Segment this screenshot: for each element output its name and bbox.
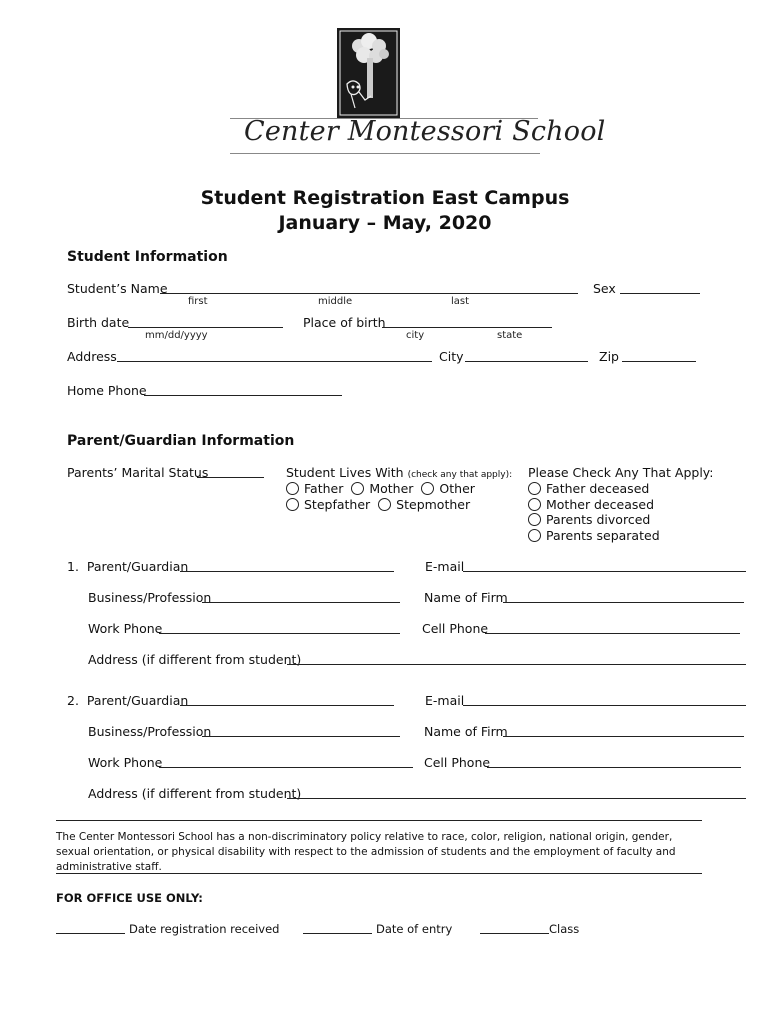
parent1-work-phone-label: Work Phone [88, 621, 163, 636]
home-phone-label: Home Phone [67, 383, 147, 398]
school-logo-name: Center Montessori School [244, 116, 606, 147]
check-any-label: Please Check Any That Apply: [528, 465, 714, 480]
pob-sub-city: city [406, 330, 425, 341]
parents-separated-radio[interactable] [528, 529, 541, 542]
parent1-work-phone-field[interactable] [159, 633, 400, 634]
lives-with-other[interactable] [421, 481, 475, 496]
stepfather-radio[interactable] [286, 498, 299, 511]
mother-radio[interactable] [351, 482, 364, 495]
check-parents-divorced[interactable] [528, 512, 650, 527]
parent1-firm-label: Name of Firm [424, 590, 508, 605]
parent1-cell-phone-label: Cell Phone [422, 621, 489, 636]
address-label: Address [67, 349, 117, 364]
school-logo-emblem [337, 28, 400, 118]
pob-sub-state: state [497, 330, 523, 341]
other-radio[interactable] [421, 482, 434, 495]
mother-option-label: Mother [369, 481, 414, 496]
parent2-firm-field[interactable] [503, 736, 744, 737]
parent1-guardian-field[interactable] [180, 571, 394, 572]
parent2-work-phone-label: Work Phone [88, 755, 163, 770]
parent2-business-label: Business/Profession [88, 724, 212, 739]
parent1-address-label: Address (if different from student) [88, 652, 302, 667]
marital-status-field[interactable] [197, 477, 264, 478]
city-field[interactable] [465, 361, 588, 362]
marital-status-label: Parents’ Marital Status [67, 465, 209, 480]
place-of-birth-field[interactable] [382, 327, 552, 328]
father-deceased-label: Father deceased [546, 481, 650, 496]
divider-bottom [56, 873, 702, 874]
parent2-address-label: Address (if different from student) [88, 786, 302, 801]
parent1-email-field[interactable] [463, 571, 746, 572]
father-option-label: Father [304, 481, 344, 496]
check-mother-deceased[interactable] [528, 497, 654, 512]
stepmother-option-label: Stepmother [396, 497, 471, 512]
date-entry-label: Date of entry [376, 922, 453, 936]
home-phone-field[interactable] [144, 395, 342, 396]
divider-top [56, 820, 702, 821]
guardian-info-heading: Parent/Guardian Information [67, 433, 295, 449]
stepmother-radio[interactable] [378, 498, 391, 511]
mother-deceased-label: Mother deceased [546, 497, 655, 512]
lives-with-stepmother[interactable] [378, 497, 470, 512]
parent2-cell-phone-label: Cell Phone [424, 755, 491, 770]
parent1-cell-phone-field[interactable] [485, 633, 740, 634]
student-name-field[interactable] [160, 293, 578, 294]
parent1-guardian-text: Parent/Guardian [86, 559, 189, 574]
parent1-firm-field[interactable] [503, 602, 744, 603]
parent2-guardian-field[interactable] [180, 705, 394, 706]
parents-separated-label: Parents separated [546, 528, 660, 543]
parent2-number: 2. [67, 693, 79, 708]
check-father-deceased[interactable] [528, 481, 649, 496]
birth-date-format: mm/dd/yyyy [145, 330, 208, 341]
parent2-email-label: E-mail [425, 693, 465, 708]
parent2-guardian-label [67, 693, 188, 708]
page-subtitle-dates: January – May, 2020 [278, 212, 492, 234]
stepfather-option-label: Stepfather [304, 497, 371, 512]
address-field[interactable] [117, 361, 432, 362]
date-entry-field[interactable] [303, 933, 372, 934]
place-of-birth-label: Place of birth [303, 315, 386, 330]
parent1-business-field[interactable] [202, 602, 400, 603]
student-name-label: Student’s Name [67, 281, 168, 296]
class-label: Class [549, 922, 580, 936]
parents-divorced-radio[interactable] [528, 513, 541, 526]
lives-with-note: (check any that apply): [407, 470, 513, 480]
mother-deceased-radio[interactable] [528, 498, 541, 511]
city-label: City [439, 349, 464, 364]
zip-field[interactable] [622, 361, 696, 362]
parent2-firm-label: Name of Firm [424, 724, 508, 739]
parent1-business-label: Business/Profession [88, 590, 212, 605]
name-sub-last: last [451, 296, 470, 307]
father-deceased-radio[interactable] [528, 482, 541, 495]
non-discrimination-notice: The Center Montessori School has a non-discriminatory policy relative to race, color, religion, national origin, gender, sexual orientation, or physical disability with respect to the admission of students and the employment of faculty and administrative staff. [56, 831, 676, 873]
parent1-number: 1. [67, 559, 79, 574]
lives-with-row-1 [286, 481, 475, 496]
parents-divorced-label: Parents divorced [546, 512, 651, 527]
parent1-address-field[interactable] [287, 664, 746, 665]
logo-bottom-rule [230, 153, 540, 154]
lives-with-text: Student Lives With [286, 465, 404, 480]
birth-date-label: Birth date [67, 315, 130, 330]
parent1-guardian-label [67, 559, 188, 574]
date-received-label: Date registration received [129, 922, 280, 936]
page-title: Student Registration East Campus [200, 187, 570, 209]
check-parents-separated[interactable] [528, 528, 660, 543]
student-info-heading: Student Information [67, 249, 228, 265]
parent2-email-field[interactable] [463, 705, 746, 706]
name-sub-middle: middle [318, 296, 353, 307]
lives-with-mother[interactable] [351, 481, 413, 496]
zip-label: Zip [599, 349, 619, 364]
lives-with-label [286, 465, 512, 480]
office-use-heading: FOR OFFICE USE ONLY: [56, 891, 203, 905]
lives-with-row-2 [286, 497, 470, 512]
other-option-label: Other [439, 481, 475, 496]
sex-field[interactable] [620, 293, 700, 294]
lives-with-stepfather[interactable] [286, 497, 370, 512]
birth-date-field[interactable] [128, 327, 283, 328]
parent2-address-field[interactable] [287, 798, 746, 799]
class-field[interactable] [480, 933, 549, 934]
parent2-business-field[interactable] [202, 736, 400, 737]
parent1-email-label: E-mail [425, 559, 465, 574]
parent2-guardian-text: Parent/Guardian [86, 693, 189, 708]
parent2-cell-phone-field[interactable] [487, 767, 741, 768]
sex-label: Sex [593, 281, 616, 296]
father-radio[interactable] [286, 482, 299, 495]
date-received-field[interactable] [56, 933, 125, 934]
name-sub-first: first [188, 296, 208, 307]
lives-with-father[interactable] [286, 481, 343, 496]
parent2-work-phone-field[interactable] [159, 767, 413, 768]
